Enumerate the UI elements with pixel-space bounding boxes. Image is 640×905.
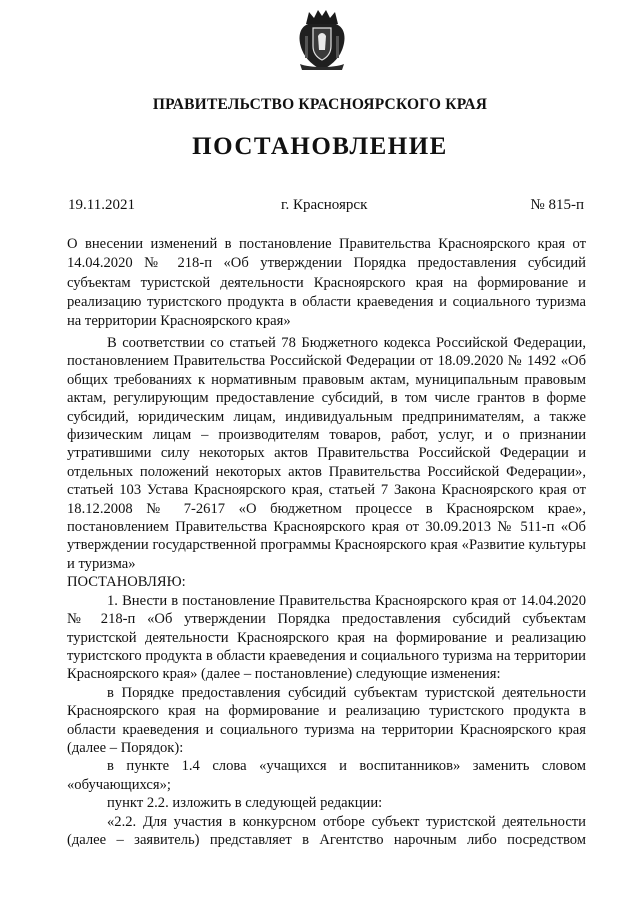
document-subject: О внесении изменений в постановление Правительства Красноярского края от 14.04.2020 № 218-п «Об утверждении Порядка предоставления субсидий субъектам туристской деятельности Красноярского края на формирование и реализацию туристского продукта в области краеведения и социального туризма на территории Красноярского края» — [67, 236, 586, 330]
item-1-paragraph: 1. Внести в постановление Правительства Красноярского края от 14.04.2020 № 218-п «Об утверждении Порядка предоставления субсидий субъектам туристской деятельности Красноярского края на формирование и реализацию туристского продукта в области краеведения и социального туризма на территории Красноярского края» (далее – постановление) следующие изменения: — [67, 592, 586, 683]
government-name: ПРАВИТЕЛЬСТВО КРАСНОЯРСКОГО КРАЯ — [152, 96, 488, 113]
item-1b-paragraph: в пункте 1.4 слова «учащихся и воспитанников» заменить словом «обучающихся»; — [67, 758, 586, 793]
document-body — [67, 334, 586, 849]
item-1a-paragraph: в Порядке предоставления субсидий субъектам туристской деятельности Красноярского края на формирование и реализацию туристского продукта в области краеведения и социального туризма на территории Красноярского края (далее – Порядок): — [67, 684, 586, 756]
coat-of-arms-icon — [296, 6, 348, 72]
document-date: 19.11.2021 — [68, 197, 135, 213]
item-1c-paragraph: пункт 2.2. изложить в следующей редакции: — [107, 795, 383, 812]
item-1d-paragraph: «2.2. Для участия в конкурсном отборе субъект туристской деятельности (далее – заявитель) представляет в Агентство нарочным либо посредством — [67, 813, 586, 848]
decree-word: ПОСТАНОВЛЯЮ: — [67, 574, 186, 591]
document-number: № 815-п — [530, 197, 584, 213]
document-city: г. Красноярск — [281, 197, 368, 213]
document-title: ПОСТАНОВЛЕНИЕ — [192, 133, 448, 160]
preamble-paragraph: В соответствии со статьей 78 Бюджетного кодекса Российской Федерации, постановлением Правительства Российской Федерации от 18.09.2020 № 1492 «Об общих требованиях к нормативным правовым актам, муниципальным правовым актам, регулирующим предоставление субсидий, в том числе грантов в форме субсидий, юридическим лицам, индивидуальным предпринимателям, а также физическим лицам – производителям товаров, работ, услуг, и о признании утратившими силу некоторых актов Правительства Российской Федерации и отдельных положений некоторых актов Правительства Российской Федерации», статьей 103 Устава Красноярского края, статьей 7 Закона Красноярского края от 18.12.2008 № 7-2617 «О бюджетном процессе в Красноярском крае», постановлением Правительства Красноярского края от 30.09.2013 № 511-п «Об утверждении государственной программы Красноярского края «Развитие культуры и туризма» — [67, 335, 586, 572]
